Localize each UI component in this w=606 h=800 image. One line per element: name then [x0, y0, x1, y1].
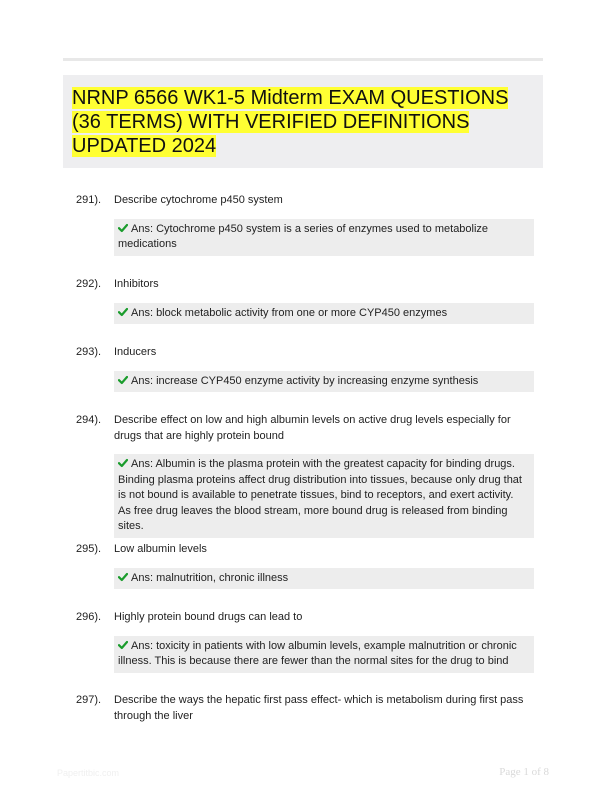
page-number: Page 1 of 8 [499, 766, 549, 778]
qa-item-297 [63, 693, 543, 724]
watermark-text: Papertitbic.com [57, 768, 120, 778]
document-title-text: NRNP 6566 WK1-5 Midterm EXAM QUESTIONS (36 TERMS) WITH VERIFIED DEFINITIONS UPDATED 2024 [72, 87, 509, 157]
question-text: Highly protein bound drugs can lead to [114, 611, 303, 623]
answer-box [114, 371, 534, 393]
question-text: Low albumin levels [114, 543, 207, 555]
document-title [72, 86, 535, 158]
checkmark-icon [118, 223, 128, 233]
qa-item-291 [63, 193, 543, 256]
checkmark-icon [118, 307, 128, 317]
item-number: 293). [76, 346, 102, 358]
title-box [63, 75, 543, 168]
answer-box [114, 454, 534, 538]
item-number: 297). [76, 694, 102, 706]
answer-text: Ans: Cytochrome p450 system is a series of enzymes used to metabolize medications [118, 222, 489, 250]
answer-box [114, 568, 534, 590]
checkmark-icon [118, 572, 128, 582]
answer-text: Ans: toxicity in patients with low albumin levels, example malnutrition or chronic illness. This is because there are fewer than the normal sites for the drug to bind [118, 639, 517, 667]
answer-text: Ans: block metabolic activity from one or more CYP450 enzymes [131, 306, 448, 319]
item-number: 294). [76, 414, 102, 426]
qa-item-296 [63, 610, 543, 673]
question-text: Describe effect on low and high albumin levels on active drug levels especially for drugs that are highly protein bound [114, 414, 511, 442]
item-number: 291). [76, 194, 102, 206]
item-number: 295). [76, 543, 102, 555]
qa-item-294 [63, 413, 543, 538]
checkmark-icon [118, 640, 128, 650]
top-divider [63, 58, 543, 61]
answer-box [114, 219, 534, 256]
answer-text: Ans: increase CYP450 enzyme activity by increasing enzyme synthesis [131, 374, 479, 387]
item-number: 296). [76, 611, 102, 623]
question-text: Inducers [114, 346, 157, 358]
qa-item-292 [63, 277, 543, 324]
answer-box [114, 303, 534, 325]
question-text: Inhibitors [114, 278, 159, 290]
answer-box [114, 636, 534, 673]
question-text: Describe the ways the hepatic first pass effect- which is metabolism during first pass through the liver [114, 694, 524, 722]
answer-text: Ans: Albumin is the plasma protein with the greatest capacity for binding drugs. Binding plasma proteins affect drug distribution into tissues, because only drug that is not bound is available to penetrate tissues, bind to receptors, and exert activity. As free drug leaves the blood stream, more bound drug is released from binding sites. [118, 458, 522, 532]
question-text: Describe cytochrome p450 system [114, 194, 283, 206]
answer-text: Ans: malnutrition, chronic illness [131, 571, 289, 584]
qa-item-295 [63, 542, 543, 589]
checkmark-icon [118, 458, 128, 468]
qa-item-293 [63, 345, 543, 392]
checkmark-icon [118, 375, 128, 385]
item-number: 292). [76, 278, 102, 290]
